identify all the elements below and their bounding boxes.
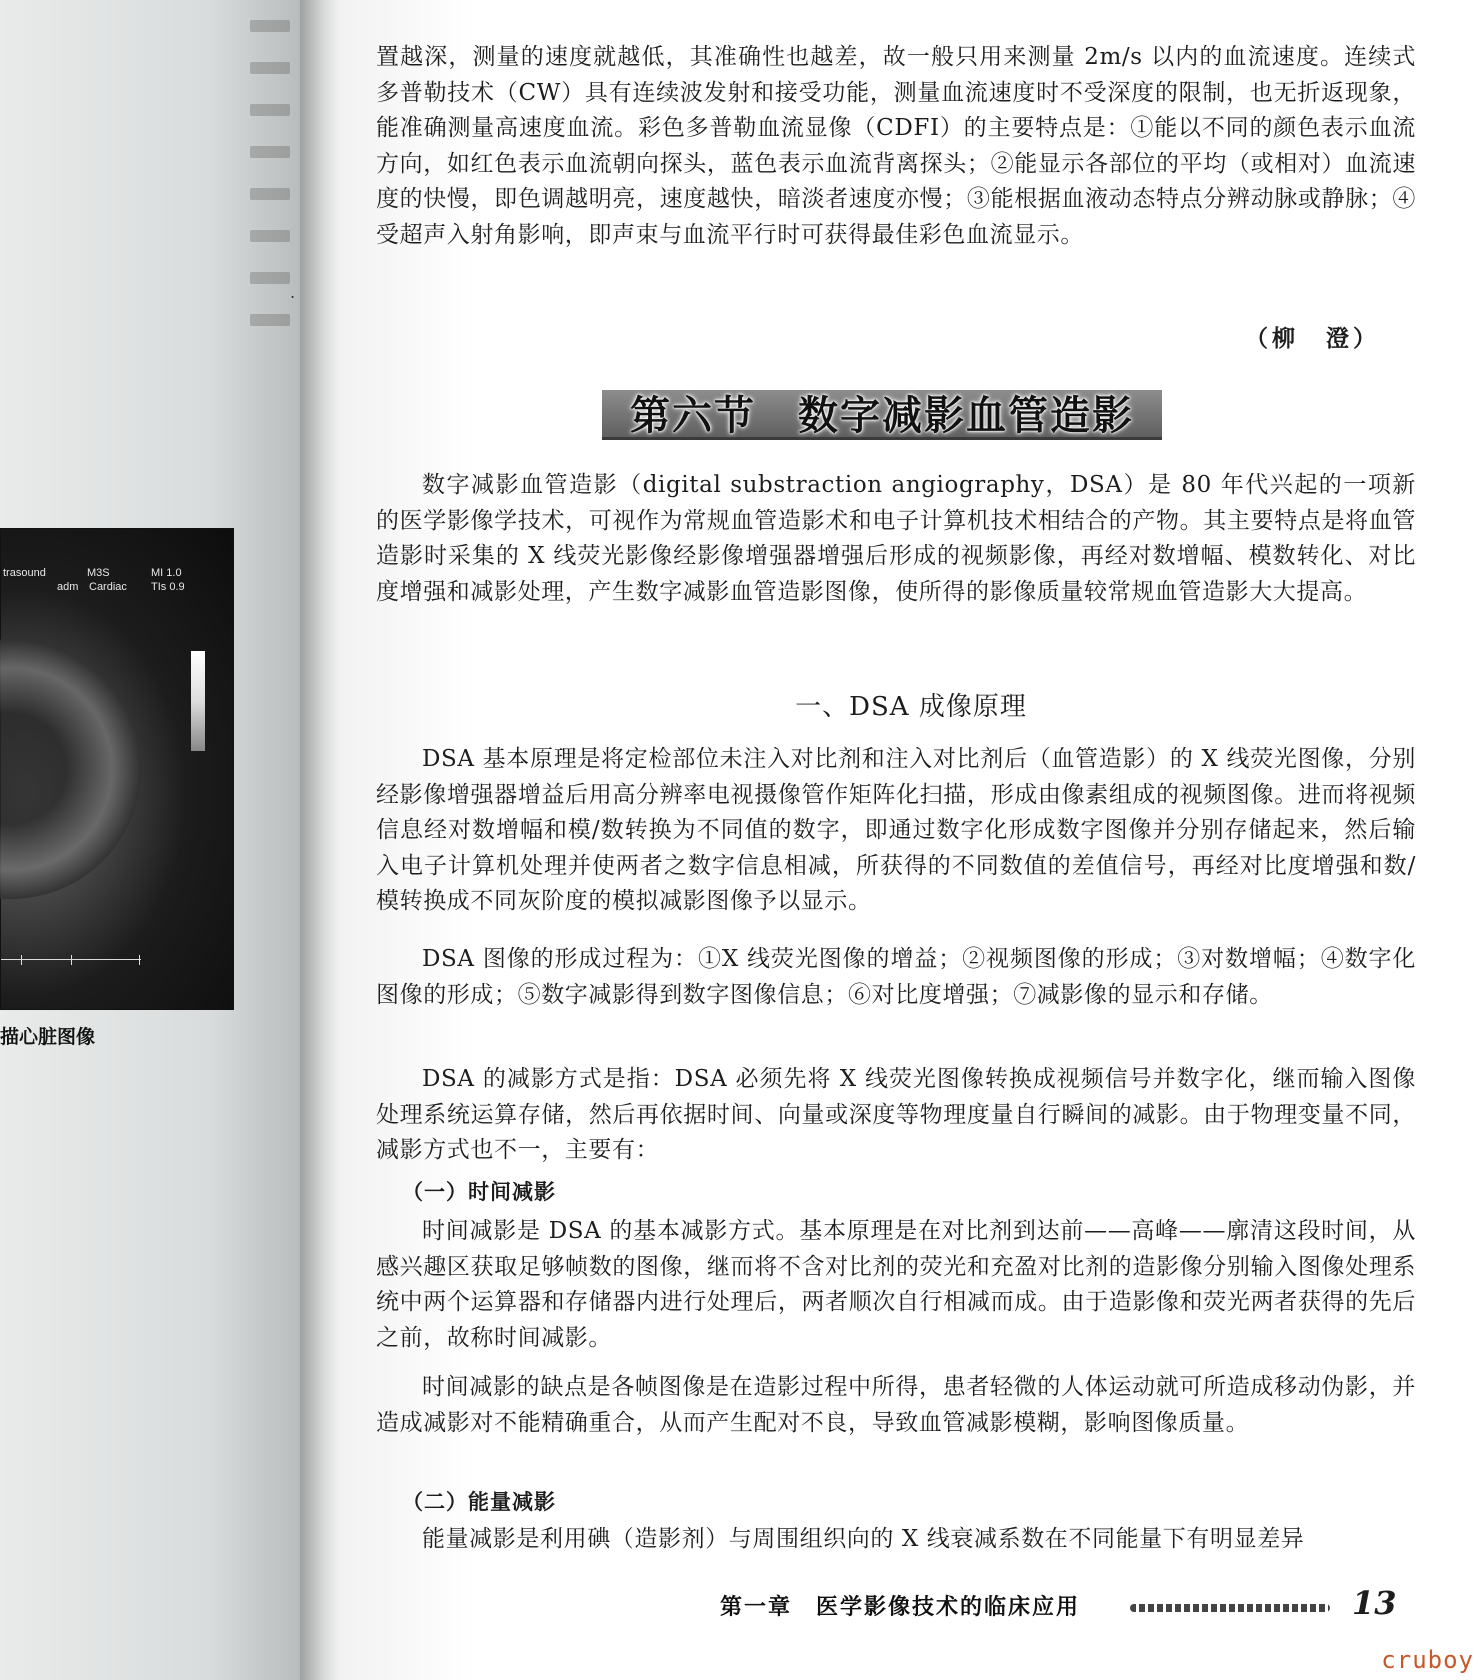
left-page-dot: .	[290, 283, 296, 302]
paragraph-time-drawback: 时间减影的缺点是各帧图像是在造影过程中所得，患者轻微的人体运动就可所造成移动伪影，并造成减影对不能精确重合，从而产生配对不良，导致血管减影模糊，影响图像质量。	[376, 1374, 1416, 1436]
left-page-fragment	[0, 0, 300, 1680]
subsection-title: 一、DSA 成像原理	[795, 692, 1027, 722]
left-page-bleed-text	[250, 20, 290, 356]
paragraph-dsa-principle: DSA 基本原理是将定检部位未注入对比剂和注入对比剂后（血管造影）的 X 线荧光图像，分别经影像增强器增益后用高分辨率电视摄像管作矩阵化扫描，形成由像素组成的视频图像。进而将视频信息经对数增幅和模/数转换为不同值的数字，即通过数字化形成数字图像并分别存储起来，然后输入电子计算机处理并使两者之数字信息相减，所获得的不同数值的差值信号，再经对比度增强和数/模转换成不同灰阶度的模拟减影图像予以显示。	[376, 746, 1416, 914]
book-gutter	[300, 0, 340, 1680]
page-number: 13	[1352, 1584, 1397, 1622]
ultrasound-image	[0, 528, 234, 1010]
ultrasound-label: adm	[57, 581, 79, 593]
ultrasound-depth-scale	[1, 959, 141, 960]
paragraph-doppler: 置越深，测量的速度就越低，其准确性也越差，故一般只用来测量 2m/s 以内的血流速度。连续式多普勒技术（CW）具有连续波发射和接受功能，测量血流速度时不受深度的限制，也无折返现象，能准确测量高速度血流。彩色多普勒血流显像（CDFI）的主要特点是：①能以不同的颜色表示血流方向，如红色表示血流朝向探头，蓝色表示血流背离探头；②能显示各部位的平均（或相对）血流速度的快慢，即色调越明亮，速度越快，暗淡者速度亦慢；③能根据血液动态特点分辨动脉或静脉；④受超声入射角影响，即声束与血流平行时可获得最佳彩色血流显示。	[376, 44, 1416, 248]
ultrasound-label: M3S	[87, 567, 110, 579]
heading-time-subtraction: （一）时间减影	[402, 1180, 556, 1204]
author-signature: （柳 澄）	[1245, 326, 1380, 352]
book-page	[340, 0, 1482, 1680]
section-title: 第六节 数字减影血管造影	[630, 392, 1134, 439]
figure-caption: 描心脏图像	[0, 1026, 96, 1048]
ultrasound-sector	[0, 639, 141, 899]
ultrasound-label: trasound	[3, 567, 46, 579]
ultrasound-label: TIs 0.9	[151, 581, 185, 593]
paragraph-energy-subtraction: 能量减影是利用碘（造影剂）与周围组织向的 X 线衰减系数在不同能量下有明显差异	[422, 1526, 1305, 1552]
heading-energy-subtraction: （二）能量减影	[402, 1490, 556, 1514]
paragraph-dsa-intro: 数字减影血管造影（digital substraction angiography，DSA）是 80 年代兴起的一项新的医学影像学技术，可视作为常规血管造影术和电子计算机技术相结合的产物。其主要特点是将血管造影时采集的 X 线荧光影像经影像增强器增强后形成的视频影像，再经对数增幅、模数转化、对比度增强和减影处理，产生数字减影血管造影图像，使所得的影像质量较常规血管造影大大提高。	[376, 472, 1416, 605]
footer-wave-ornament	[1130, 1604, 1330, 1612]
paragraph-time-subtraction: 时间减影是 DSA 的基本减影方式。基本原理是在对比剂到达前——高峰——廓清这段时间，从感兴趣区获取足够帧数的图像，继而将不含对比剂的荧光和充盈对比剂的造影像分别输入图像处理系统中两个运算器和存储器内进行处理后，两者顺次自行相减而成。由于造影像和荧光两者获得的先后之前，故称时间减影。	[376, 1218, 1416, 1351]
paragraph-dsa-methods: DSA 的减影方式是指：DSA 必须先将 X 线荧光图像转换成视频信号并数字化，继而输入图像处理系统运算存储，然后再依据时间、向量或深度等物理度量自行瞬间的减影。由于物理变量不同，减影方式也不一，主要有：	[376, 1066, 1416, 1163]
chapter-footer: 第一章 医学影像技术的临床应用	[720, 1595, 1081, 1620]
ultrasound-label: Cardiac	[89, 581, 127, 593]
paragraph-dsa-process: DSA 图像的形成过程为：①X 线荧光图像的增益；②视频图像的形成；③对数增幅；④数字化图像的形成；⑤数字减影得到数字图像信息；⑥对比度增强；⑦减影像的显示和存储。	[376, 946, 1416, 1008]
ultrasound-label: MI 1.0	[151, 567, 182, 579]
watermark: cruboy	[1381, 1646, 1474, 1674]
ultrasound-grayscale-bar	[191, 651, 205, 751]
